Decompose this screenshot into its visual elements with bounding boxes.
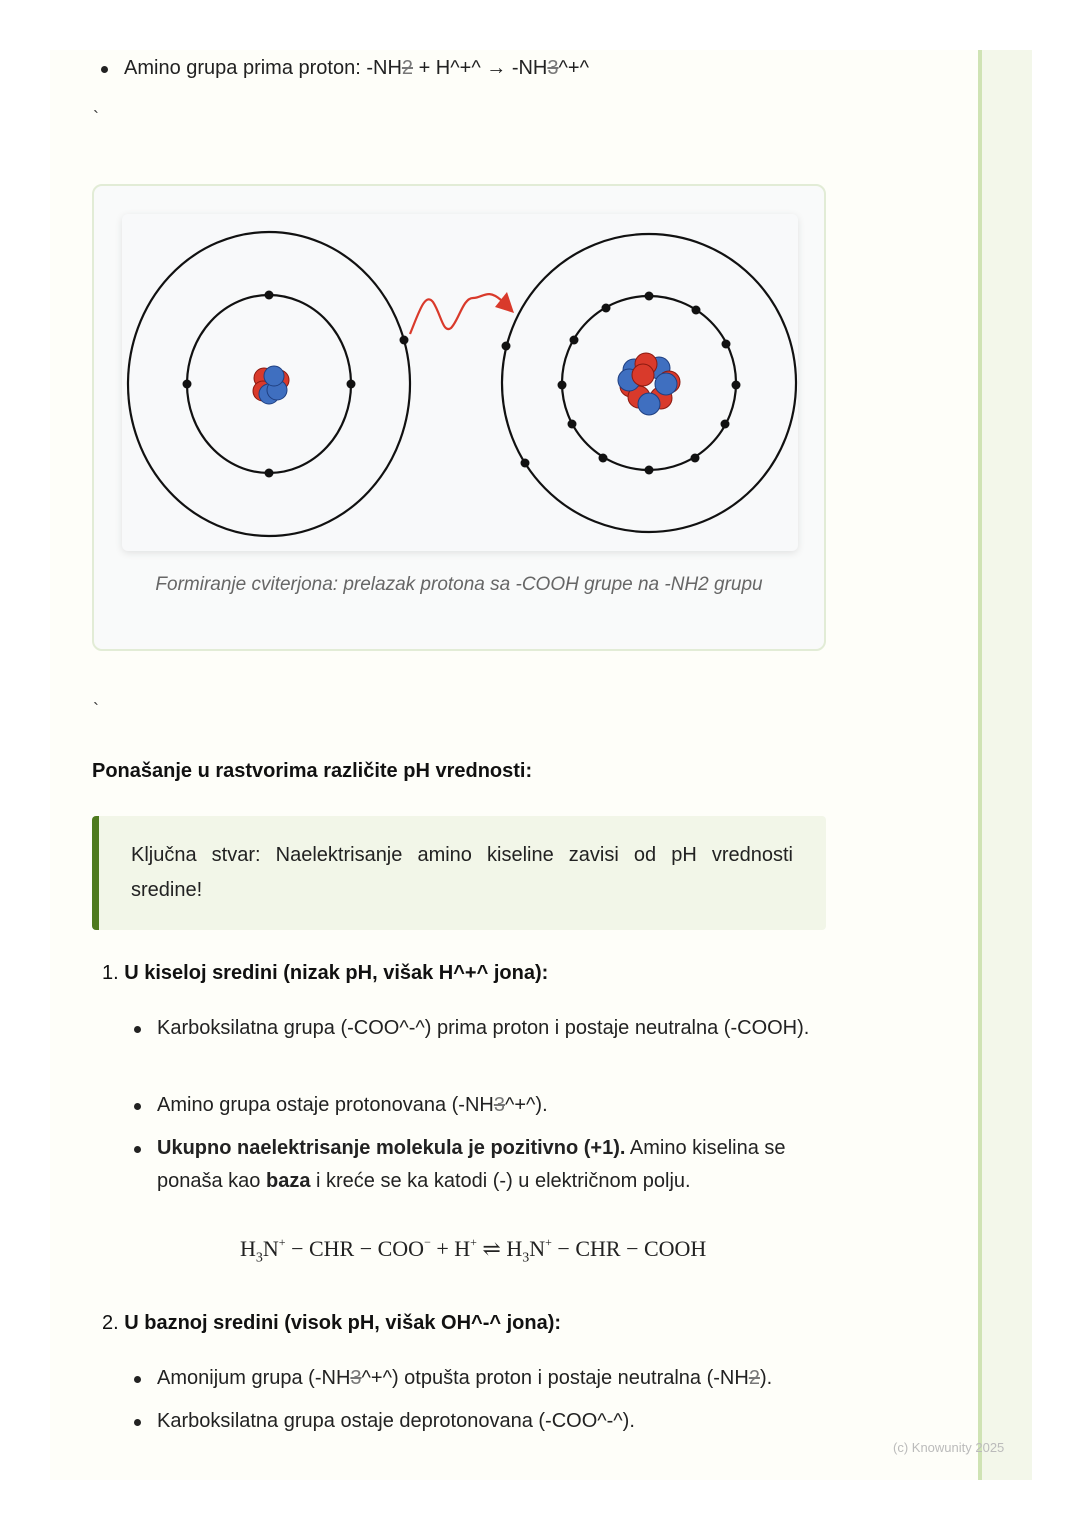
right-nucleus <box>618 353 680 415</box>
bullet-text: Amino kiselina se ponaša kao <box>157 1137 786 1192</box>
electron <box>400 336 409 345</box>
eq-part: − CHR − COO <box>285 1236 425 1261</box>
eq-part: + <box>545 1234 552 1249</box>
arrow-head <box>495 292 514 313</box>
electron <box>599 454 608 463</box>
key-note-text: Ključna stvar: Naelektrisanje amino kiseline zavisi od pH vrednosti sredine! <box>131 844 793 901</box>
eq-part: H <box>506 1236 523 1261</box>
key-note <box>92 816 826 930</box>
list-bullet <box>157 1405 635 1438</box>
electron <box>645 292 654 301</box>
top-bullet-text: Amino grupa prima proton: -NH <box>124 57 402 79</box>
bullet-text: i kreće se ka katodi (-) u električnom polju. <box>310 1170 691 1192</box>
eq-part: + H <box>430 1236 471 1261</box>
figure-caption: Formiranje cviterjona: prelazak protona sa -COOH grupe na -NH2 grupu <box>155 574 763 595</box>
eq-part: + <box>470 1234 477 1249</box>
electron <box>721 420 730 429</box>
list-title-text: U kiseloj sredini (nizak pH, višak H^+^ jona): <box>124 962 549 984</box>
strike-subscript: 3 <box>350 1367 362 1389</box>
electron <box>645 466 654 475</box>
strike-subscript: 2 <box>401 57 414 79</box>
eq-arrow: ⇌ <box>476 1236 507 1261</box>
electron <box>691 454 700 463</box>
electron <box>602 304 611 313</box>
electron <box>183 380 192 389</box>
electron <box>568 420 577 429</box>
eq-part: 3 <box>522 1250 530 1266</box>
eq-part: − <box>424 1234 431 1249</box>
right-rail <box>978 50 1032 1480</box>
backtick-mark: ` <box>93 108 99 128</box>
bullet-text: ^+^) otpušta proton i postaje neutralna (-NH <box>361 1367 749 1389</box>
electron <box>692 306 701 315</box>
electron <box>521 459 530 468</box>
bullet-text: Karboksilatna grupa ostaje deprotonovana (-COO^-^). <box>157 1410 635 1432</box>
eq-part: + <box>278 1234 286 1249</box>
backtick-mark: ` <box>93 700 99 720</box>
top-bullet <box>124 52 589 85</box>
electron <box>732 381 741 390</box>
footer-copyright: (c) Knowunity 2025 <box>893 1440 1005 1455</box>
list-item-title <box>102 1312 561 1335</box>
list-bullet <box>157 1012 817 1045</box>
figure-box <box>92 184 826 651</box>
strike-subscript: 3 <box>547 57 559 79</box>
section-heading: Ponašanje u rastvorima različite pH vrednosti: <box>92 760 533 782</box>
strike-subscript: 2 <box>748 1367 760 1389</box>
eq-part: N <box>262 1236 279 1261</box>
list-number: 2. <box>102 1312 119 1334</box>
equation <box>240 1236 706 1266</box>
electron <box>265 469 274 478</box>
electron <box>558 381 567 390</box>
atom-diagram <box>122 214 798 551</box>
list-title-text: U baznoj sredini (visok pH, višak OH^-^ jona): <box>124 1312 562 1334</box>
bullet-bold-text: Ukupno naelektrisanje molekula je pozitivno (+1). <box>157 1137 626 1159</box>
electron <box>502 342 511 351</box>
bullet-text: ^+^). <box>504 1094 548 1116</box>
list-bullet <box>157 1362 772 1395</box>
eq-part: 3 <box>255 1250 263 1266</box>
figure-image <box>122 214 798 551</box>
eq-part: − CHR − COOH <box>551 1236 707 1261</box>
transfer-arrow <box>410 294 501 334</box>
list-number: 1. <box>102 962 119 984</box>
eq-part: H <box>240 1236 256 1261</box>
bullet-bold-text: baza <box>265 1170 311 1192</box>
bullet-text: ). <box>759 1367 773 1389</box>
electron <box>570 336 579 345</box>
electron <box>722 340 731 349</box>
top-bullet-text: + H^+^ → -NH <box>413 57 548 79</box>
list-bullet <box>157 1132 827 1198</box>
bullet-text: Amino grupa ostaje protonovana (-NH <box>157 1094 494 1116</box>
list-bullet <box>157 1089 548 1122</box>
left-nucleus <box>253 366 289 404</box>
strike-subscript: 3 <box>493 1094 505 1116</box>
bullet-text: Amonijum grupa (-NH <box>157 1367 351 1389</box>
bullet-text: Karboksilatna grupa (-COO^-^) prima proton i postaje neutralna (-COOH). <box>157 1017 810 1039</box>
list-item-title <box>102 962 548 985</box>
top-bullet-text: ^+^ <box>558 57 589 79</box>
electron <box>265 291 274 300</box>
eq-part: N <box>529 1236 546 1261</box>
electron <box>347 380 356 389</box>
